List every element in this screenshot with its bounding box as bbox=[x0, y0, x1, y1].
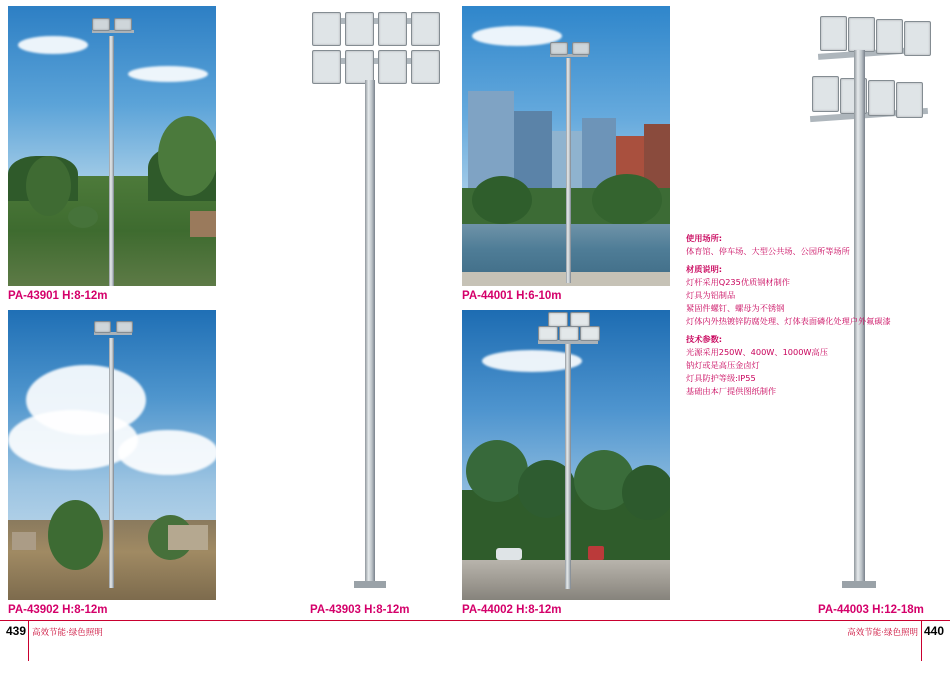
lamp-head bbox=[896, 82, 923, 118]
lamp-head bbox=[572, 42, 590, 55]
lamp-head bbox=[92, 18, 110, 31]
lamp-head bbox=[312, 50, 341, 84]
lamp-pole bbox=[565, 344, 571, 589]
footer-tick-right bbox=[921, 621, 922, 661]
lamp-pole bbox=[109, 338, 114, 588]
lamp-head bbox=[411, 50, 440, 84]
footer-divider bbox=[0, 620, 950, 621]
tech-line-2: 钠灯或是高压金卤灯 bbox=[686, 360, 760, 370]
lamp-pole bbox=[109, 36, 114, 286]
product-photo-2 bbox=[8, 310, 216, 600]
lamp-head bbox=[868, 80, 895, 116]
vehicle bbox=[496, 548, 522, 560]
lamp-head bbox=[820, 16, 847, 51]
bush bbox=[48, 500, 103, 570]
footer-text-left: 高效节能·绿色照明 bbox=[32, 628, 103, 638]
material-line-1: 灯杆采用Q235优质钢材制作 bbox=[686, 277, 790, 287]
pole-base bbox=[842, 581, 876, 588]
lamp-head bbox=[538, 326, 558, 341]
product-caption-2: PA-43902 H:8-12m bbox=[8, 604, 108, 616]
bush bbox=[26, 156, 71, 216]
spec-block bbox=[686, 232, 926, 398]
cloud bbox=[8, 410, 138, 470]
lamp-head bbox=[550, 42, 568, 55]
lamp-head bbox=[378, 50, 407, 84]
lamp-head bbox=[904, 21, 931, 56]
product-photo-4 bbox=[462, 6, 670, 286]
lamp-pole bbox=[566, 58, 571, 283]
footer-tick-left bbox=[28, 621, 29, 661]
material-title: 材质说明: bbox=[686, 264, 723, 274]
lamp-head bbox=[312, 12, 341, 46]
lamp-head bbox=[570, 312, 590, 327]
tech-title: 技术参数: bbox=[686, 334, 723, 344]
lamp-head bbox=[411, 12, 440, 46]
page-number-right: 440 bbox=[923, 624, 944, 638]
lamp-pole bbox=[365, 80, 375, 585]
cloud bbox=[472, 26, 562, 46]
product-photo-3 bbox=[290, 6, 460, 600]
building bbox=[168, 525, 208, 550]
lamp-head bbox=[345, 12, 374, 46]
building bbox=[12, 532, 36, 550]
lamp-head bbox=[559, 326, 579, 341]
product-caption-5: PA-44002 H:8-12m bbox=[462, 604, 562, 616]
product-photo-5 bbox=[462, 310, 670, 600]
lamp-head bbox=[580, 326, 600, 341]
bush bbox=[472, 176, 532, 224]
pole-base bbox=[354, 581, 386, 588]
lamp-head bbox=[848, 17, 875, 52]
usage-title: 使用场所: bbox=[686, 233, 723, 243]
usage-line-1: 体育馆、停车场、大型公共场、公园所等场所 bbox=[686, 246, 850, 256]
lamp-head bbox=[378, 12, 407, 46]
cloud bbox=[118, 430, 216, 475]
tech-line-3: 灯具防护等级:IP55 bbox=[686, 373, 756, 383]
lamp-head bbox=[812, 76, 839, 112]
footer-text-right: 高效节能·绿色照明 bbox=[847, 628, 918, 638]
material-line-2: 灯具为铝制品 bbox=[686, 290, 736, 300]
lamp-head bbox=[94, 321, 111, 333]
material-line-4: 灯体内外热镀锌防腐处理、灯体表面磷化处理户外氟碳漆 bbox=[686, 316, 891, 326]
lamp-head bbox=[345, 50, 374, 84]
product-caption-1: PA-43901 H:8-12m bbox=[8, 290, 108, 302]
lamp-head bbox=[116, 321, 133, 333]
tech-line-4: 基础由本厂提供图纸制作 bbox=[686, 386, 777, 396]
lamp-head bbox=[876, 19, 903, 54]
bush bbox=[592, 174, 662, 226]
bush bbox=[158, 116, 216, 196]
tech-line-1: 光源采用250W、400W、1000W高压 bbox=[686, 347, 828, 357]
cloud bbox=[128, 66, 208, 82]
bush bbox=[68, 206, 98, 228]
vehicle bbox=[588, 546, 604, 560]
product-caption-4: PA-44001 H:6-10m bbox=[462, 290, 562, 302]
product-photo-1 bbox=[8, 6, 216, 286]
page-number-left: 439 bbox=[6, 624, 27, 638]
lamp-head bbox=[548, 312, 568, 327]
material-line-3: 紧固件螺钉、螺母为不锈钢 bbox=[686, 303, 785, 313]
lamp-head bbox=[114, 18, 132, 31]
product-caption-3: PA-43903 H:8-12m bbox=[310, 604, 410, 616]
building bbox=[190, 211, 216, 237]
cloud bbox=[18, 36, 88, 54]
palm-crown bbox=[622, 465, 670, 520]
product-caption-6: PA-44003 H:12-18m bbox=[818, 604, 924, 616]
